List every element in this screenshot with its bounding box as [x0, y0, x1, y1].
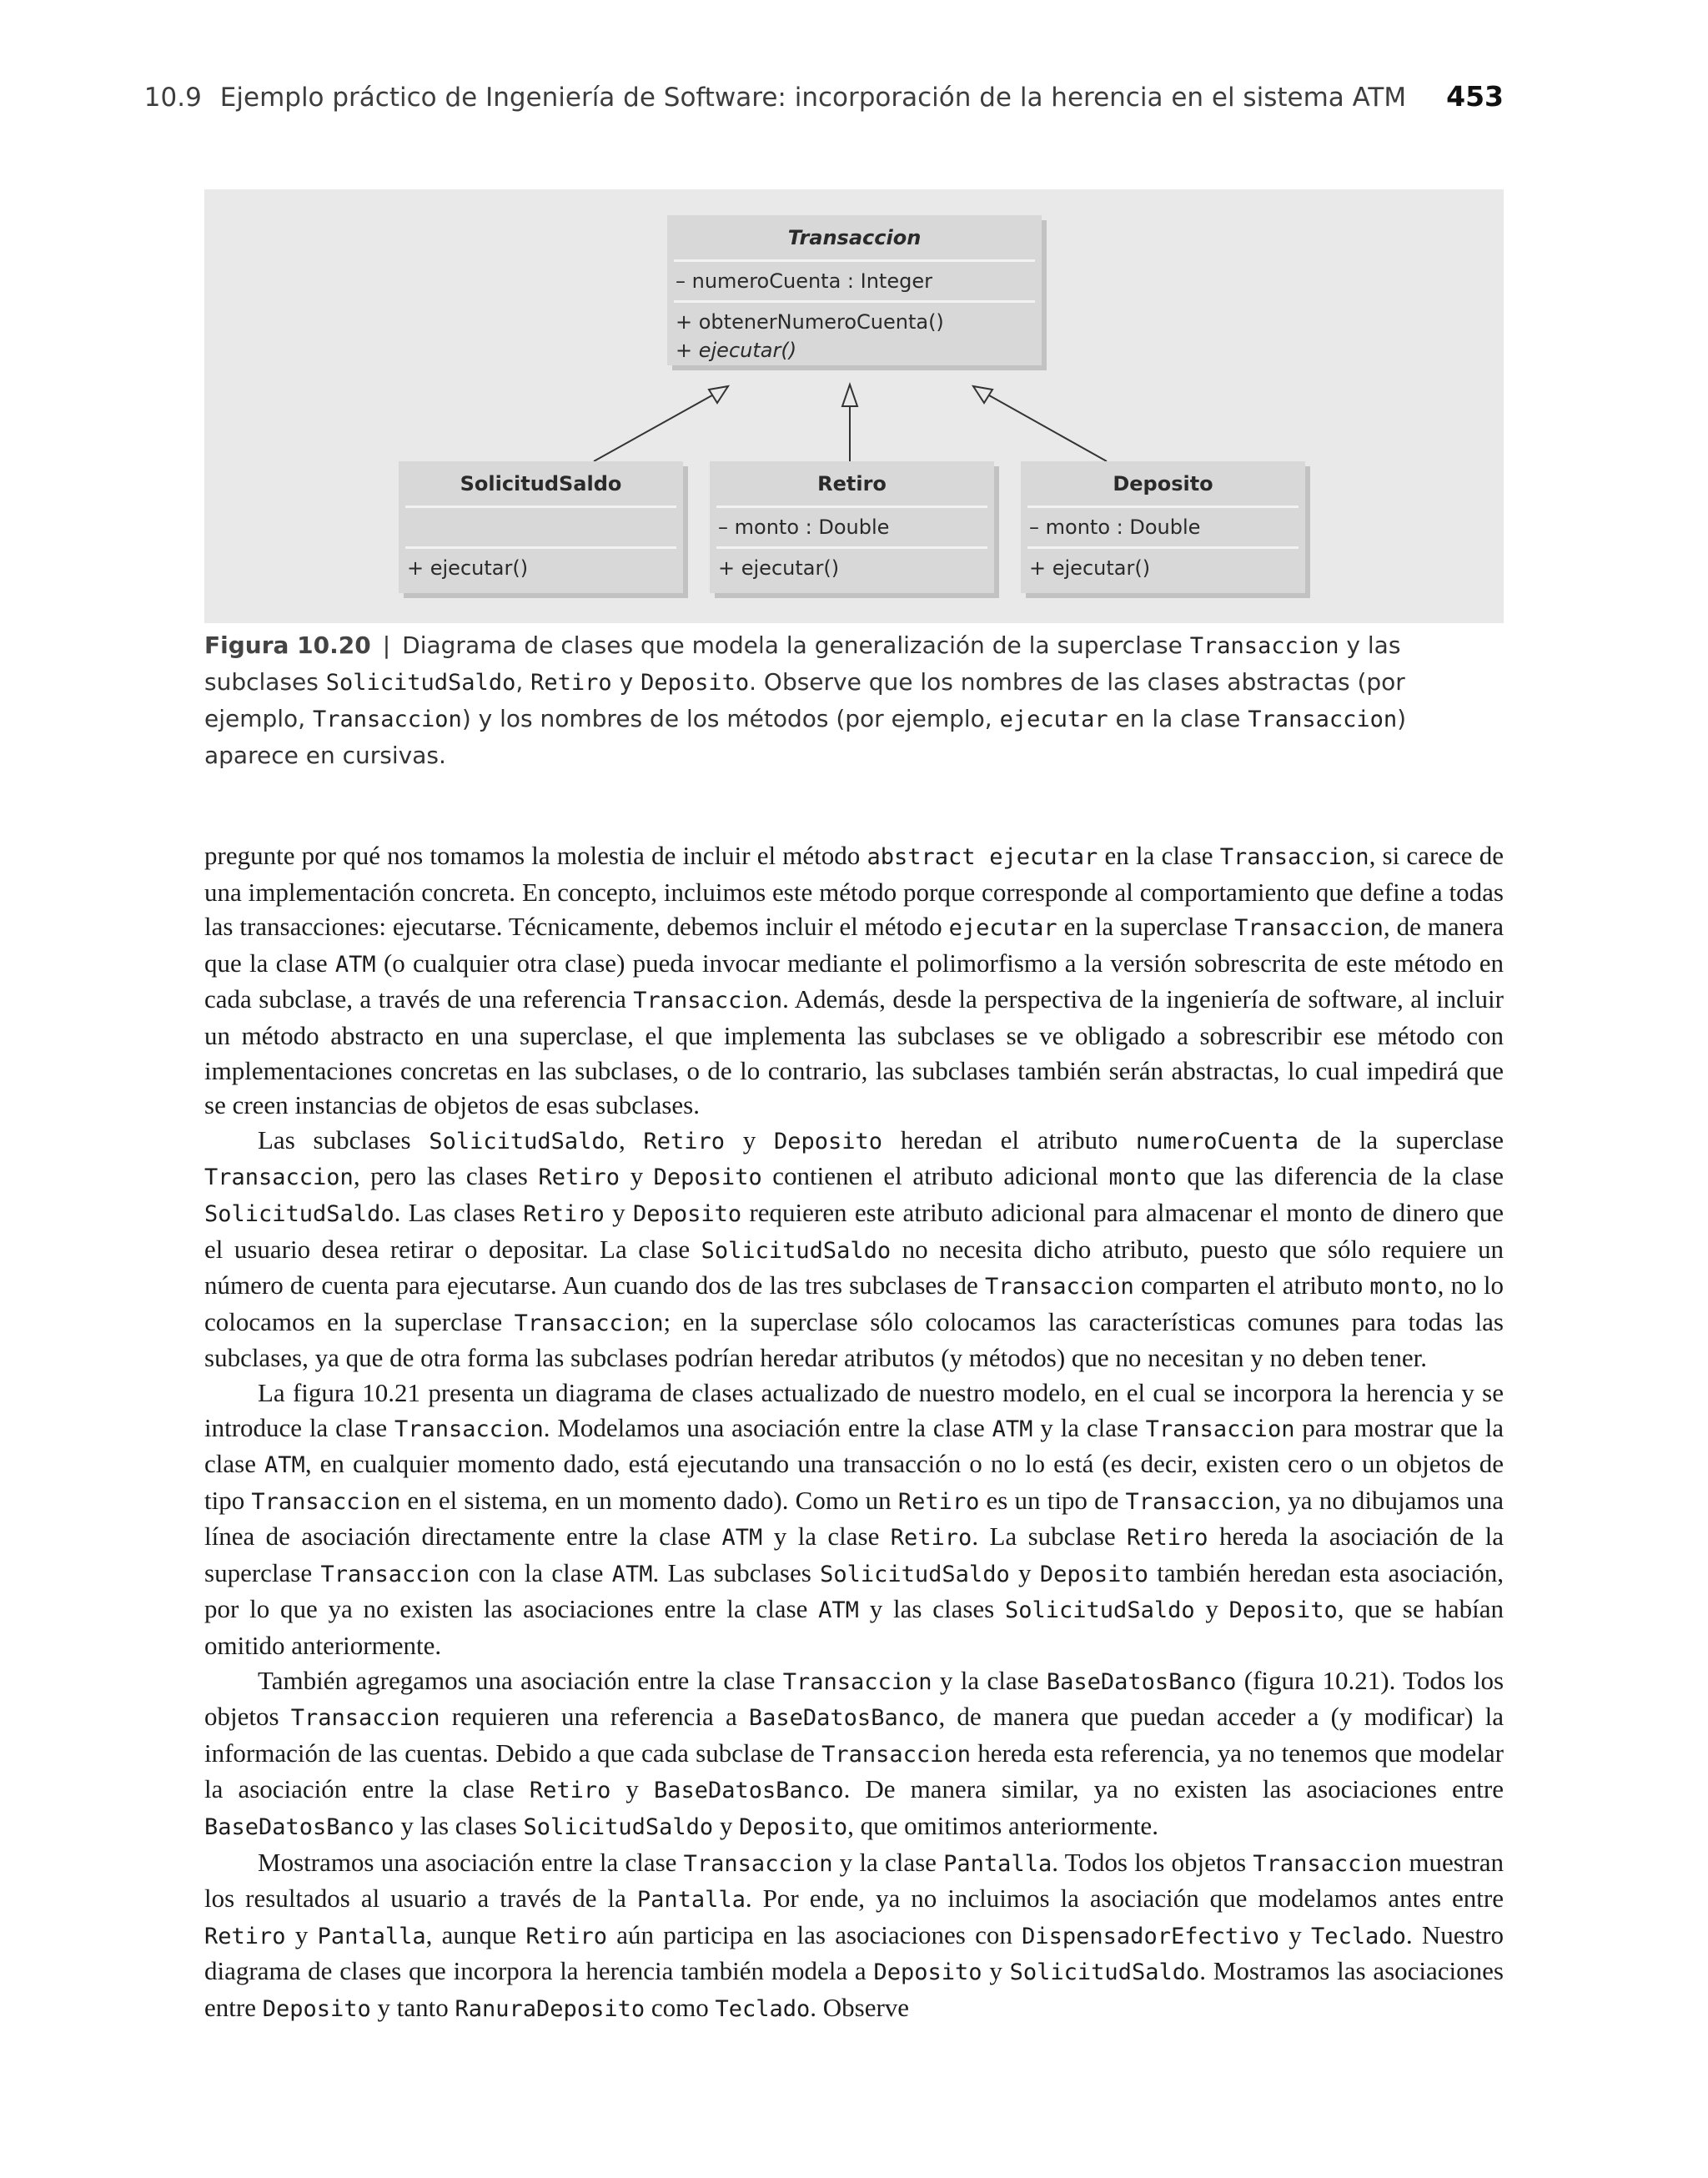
- running-header: [0, 80, 1504, 122]
- text-run: y la clase: [932, 1665, 1047, 1695]
- inline-code: SolicitudSaldo: [1009, 1959, 1200, 1986]
- inline-code: Retiro: [529, 1778, 611, 1804]
- inline-code: DispensadorEfectivo: [1022, 1923, 1279, 1949]
- text-run: ,: [618, 1124, 644, 1154]
- caption-code: Transaccion: [313, 707, 462, 732]
- generalization-arrowhead-center: [842, 385, 857, 406]
- inline-code: ATM: [611, 1561, 653, 1587]
- method-obtener-numero-cuenta: + obtenerNumeroCuenta(): [676, 310, 944, 334]
- attributes-transaccion: [674, 262, 1035, 303]
- attributes-solicitud-saldo: [405, 508, 676, 549]
- text-run: requieren una referencia a: [440, 1702, 749, 1732]
- text-run: contienen el atributo adicional: [761, 1161, 1109, 1191]
- inline-code: Deposito: [739, 1814, 848, 1841]
- text-run: ; en la superclase sólo colocamos las características comunes para todas las subclases, ya que de otra forma las subclases podrían heredar atributos (y métodos) que no necesitan y no deben tener.: [204, 1306, 1504, 1373]
- text-run: , aunque: [425, 1919, 526, 1949]
- text-run: hereda la asociación de la superclase: [204, 1522, 1505, 1587]
- inline-code: Retiro: [523, 1200, 605, 1227]
- attributes-retiro: [716, 508, 987, 549]
- text-run: con la clase: [470, 1557, 612, 1587]
- paragraph: [204, 1123, 1504, 1376]
- inline-code: Transaccion: [984, 1274, 1134, 1300]
- text-run: . Las clases: [394, 1197, 524, 1227]
- inline-code: Transaccion: [290, 1705, 440, 1732]
- text-run: no necesita dicho atributo, puesto que sólo requiere un número de cuenta para ejecutarse. Aun cuando dos de las tres subclases de: [204, 1234, 1505, 1300]
- text-run: y: [619, 1161, 654, 1191]
- text-run: . Además, desde la perspectiva de la ingeniería de software, al incluir un método abstracto en una superclase, el que implementa las subclases se ve obligado a sobrescribir ese método con implementaciones concretas en las subclases, o de lo contrario, las subclases también serán abstractas, lo cual impedirá que se creen instancias de objetos de esas subclases.: [204, 984, 1504, 1120]
- inline-code: SolicitudSaldo: [1005, 1597, 1195, 1624]
- inline-code: Retiro: [525, 1923, 607, 1949]
- inline-code: Transaccion: [1219, 844, 1369, 870]
- text-run: También agregamos una asociación entre la clase: [258, 1665, 783, 1695]
- text-run: para mostrar que la clase: [204, 1412, 1504, 1479]
- text-run: . De manera similar, ya no existen las asociaciones entre: [843, 1774, 1505, 1804]
- class-deposito: [1021, 461, 1305, 593]
- section-title: Ejemplo práctico de Ingeniería de Software: incorporación de la herencia en el sistema ATM: [219, 83, 1407, 113]
- text-run: La figura 10.21 presenta un diagrama de clases actualizado de nuestro modelo, en el cual se incorpora la herencia y se introduce la clase: [204, 1377, 1504, 1442]
- inline-code: Transaccion: [683, 1850, 833, 1877]
- text-run: y: [1279, 1919, 1312, 1949]
- text-run: y la clase: [832, 1847, 944, 1877]
- inline-code: SolicitudSaldo: [204, 1200, 394, 1227]
- inline-code: SolicitudSaldo: [523, 1814, 714, 1841]
- generalization-line-deposito: [976, 388, 1107, 461]
- inline-code: ATM: [992, 1416, 1033, 1442]
- text-run: pregunte por qué nos tomamos la molestia de incluir el método: [204, 841, 867, 870]
- methods-solicitud-saldo: [405, 549, 676, 587]
- class-name-retiro: Retiro: [716, 461, 987, 508]
- attributes-deposito: [1027, 508, 1299, 549]
- text-run: . Las subclases: [652, 1557, 821, 1587]
- caption-text: y las subclases: [204, 631, 1401, 696]
- text-run: . Modelamos una asociación entre la clase: [543, 1412, 992, 1442]
- text-run: requieren este atributo adicional para almacenar el monto de dinero que el usuario desea retirar o depositar. La clase: [204, 1197, 1504, 1264]
- inline-code: BaseDatosBanco: [1046, 1668, 1237, 1695]
- inline-code: monto: [1369, 1274, 1438, 1300]
- generalization-arrowhead-left: [709, 386, 728, 403]
- text-run: . Observe: [810, 1993, 910, 2022]
- text-run: , ya no dibujamos una línea de asociación directamente entre la clase: [204, 1485, 1504, 1552]
- inline-code: Pantalla: [317, 1923, 426, 1949]
- text-run: hereda esta referencia, ya no tenemos que modelar la asociación entre la clase: [204, 1738, 1504, 1804]
- inline-code: ATM: [264, 1452, 305, 1479]
- inline-code: ATM: [818, 1597, 859, 1624]
- text-run: y: [610, 1774, 654, 1804]
- text-run: y: [1009, 1557, 1040, 1587]
- text-run: comparten el atributo: [1133, 1270, 1370, 1300]
- inline-code: Deposito: [633, 1200, 742, 1227]
- inline-code: Retiro: [643, 1128, 725, 1154]
- caption-text: Diagrama de clases que modela la generalización de la superclase: [402, 631, 1190, 659]
- paragraph: [204, 1663, 1504, 1845]
- text-run: y: [713, 1811, 740, 1841]
- text-run: Las subclases: [258, 1124, 430, 1154]
- text-run: Mostramos una asociación entre la clase: [258, 1847, 684, 1877]
- inline-code: abstract ejecutar: [867, 844, 1098, 870]
- inline-code: Transaccion: [251, 1488, 401, 1515]
- class-solicitud-saldo: [399, 461, 683, 593]
- text-run: como: [645, 1993, 716, 2022]
- class-transaccion: [667, 215, 1042, 365]
- inline-code: Transaccion: [633, 988, 783, 1014]
- text-run: y la clase: [1032, 1412, 1146, 1442]
- caption-code: Transaccion: [1248, 707, 1398, 732]
- text-run: que las diferencia de la clase: [1176, 1161, 1504, 1191]
- text-run: . La subclase: [972, 1522, 1127, 1552]
- inline-code: Transaccion: [1145, 1416, 1295, 1442]
- attributes-empty: [407, 513, 675, 541]
- text-run: y: [285, 1919, 318, 1949]
- generalization-arrowhead-right: [973, 386, 992, 403]
- inline-code: Retiro: [890, 1525, 972, 1552]
- inline-code: Transaccion: [320, 1561, 470, 1587]
- inline-code: Transaccion: [514, 1310, 664, 1336]
- methods-retiro: [716, 549, 987, 587]
- caption-text: en la clase: [1108, 705, 1248, 732]
- text-run: y: [982, 1956, 1010, 1986]
- inline-code: Deposito: [262, 1996, 371, 2022]
- method-ejecutar: + ejecutar(): [718, 556, 840, 580]
- caption-text: . Observe que los nombres de las clases abstractas (por ejemplo,: [204, 668, 1405, 732]
- figure-caption: [204, 627, 1504, 773]
- class-name-transaccion: Transaccion: [674, 215, 1035, 262]
- inline-code: ATM: [334, 951, 376, 978]
- text-run: y: [725, 1124, 775, 1154]
- inline-code: Transaccion: [394, 1416, 544, 1442]
- inline-code: Transaccion: [1125, 1488, 1275, 1515]
- caption-code: SolicitudSaldo: [325, 670, 516, 696]
- inline-code: Deposito: [873, 1959, 982, 1986]
- attribute-numero-cuenta: – numeroCuenta : Integer: [676, 269, 932, 293]
- figure-label: Figura 10.20: [204, 631, 371, 659]
- text-run: y: [1194, 1594, 1229, 1624]
- inline-code: BaseDatosBanco: [748, 1705, 939, 1732]
- text-run: y: [604, 1197, 634, 1227]
- method-ejecutar: + ejecutar(): [1029, 556, 1151, 580]
- caption-text: ) y los nombres de los métodos (por ejemplo,: [461, 705, 1000, 732]
- text-run: . Mostramos las asociaciones entre: [204, 1956, 1504, 2022]
- inline-code: BaseDatosBanco: [204, 1814, 394, 1841]
- inline-code: Transaccion: [821, 1741, 971, 1768]
- paragraph: [204, 838, 1504, 1123]
- caption-text: ) aparece en cursivas.: [204, 705, 1407, 769]
- inline-code: Retiro: [204, 1923, 286, 1949]
- caption-code: Transaccion: [1189, 633, 1339, 659]
- inline-code: SolicitudSaldo: [701, 1237, 892, 1264]
- text-run: , en cualquier momento dado, está ejecutando una transacción o no lo está (es decir, existen cero o un objetos de tipo: [204, 1449, 1504, 1515]
- text-run: , no lo colocamos en la superclase: [204, 1270, 1504, 1336]
- attribute-monto: – monto : Double: [718, 516, 890, 539]
- text-run: . Todos los objetos: [1052, 1847, 1253, 1877]
- text-run: muestran los resultados al usuario a través de la: [204, 1847, 1504, 1914]
- inline-code: Teclado: [715, 1996, 811, 2022]
- inline-code: Transaccion: [782, 1668, 932, 1695]
- text-run: de la superclase: [1299, 1124, 1505, 1154]
- inline-code: Transaccion: [1234, 915, 1384, 942]
- text-run: (figura 10.21). Todos los objetos: [204, 1665, 1505, 1732]
- caption-code: Retiro: [530, 670, 612, 696]
- text-run: , de manera que la clase: [204, 912, 1505, 978]
- inline-code: Transaccion: [1253, 1850, 1403, 1877]
- text-run: y la clase: [762, 1522, 891, 1552]
- text-run: , que se habían omitido anteriormente.: [204, 1594, 1504, 1661]
- text-run: heredan el atributo: [882, 1124, 1136, 1154]
- inline-code: ATM: [721, 1525, 763, 1552]
- text-run: y tanto: [370, 1993, 455, 2022]
- text-run: , de manera que puedan acceder a (y modificar) la información de las cuentas. Debido a que cada subclase de: [204, 1702, 1504, 1768]
- body-text: [204, 838, 1504, 2027]
- text-run: en la superclase: [1057, 912, 1235, 942]
- inline-code: Transaccion: [204, 1164, 354, 1191]
- text-run: y las clases: [858, 1594, 1006, 1624]
- text-run: (o cualquier otra clase) pueda invocar mediante el polimorfismo a la versión sobrescrita de este método en cada subclase, a través de una referencia: [204, 948, 1504, 1014]
- caption-text: ,: [515, 668, 531, 696]
- text-run: . Nuestro diagrama de clases que incorpora la herencia también modela a: [204, 1919, 1504, 1986]
- text-run: , si carece de una implementación concreta. En concepto, incluimos este método porque corresponde al comportamiento que define a todas las transacciones: ejecutarse. Técnicamente, debemos incluir el método: [204, 841, 1504, 942]
- inline-code: Retiro: [1127, 1525, 1208, 1552]
- paragraph: [204, 1845, 1504, 2027]
- method-ejecutar-abstract: + ejecutar(): [676, 339, 797, 362]
- paragraph: [204, 1376, 1504, 1663]
- inline-code: ejecutar: [948, 915, 1057, 942]
- text-run: en la clase: [1098, 841, 1220, 870]
- inline-code: Deposito: [1228, 1597, 1338, 1624]
- inline-code: monto: [1108, 1164, 1177, 1191]
- text-run: . Por ende, ya no incluimos la asociación que modelamos antes entre: [745, 1884, 1504, 1914]
- text-run: es un tipo de: [979, 1485, 1126, 1515]
- text-run: en el sistema, en un momento dado). Como un: [400, 1485, 898, 1515]
- inline-code: RanuraDeposito: [455, 1996, 646, 2022]
- inline-code: Deposito: [774, 1128, 883, 1154]
- inline-code: Deposito: [1039, 1561, 1148, 1587]
- caption-separator: |: [382, 631, 391, 659]
- text-run: , pero las clases: [353, 1161, 539, 1191]
- inline-code: numeroCuenta: [1135, 1128, 1299, 1154]
- attribute-monto: – monto : Double: [1029, 516, 1201, 539]
- inline-code: Teclado: [1311, 1923, 1406, 1949]
- methods-transaccion: [674, 303, 1035, 370]
- class-name-deposito: Deposito: [1027, 461, 1299, 508]
- section-number: 10.9: [143, 83, 202, 113]
- generalization-line-solicitud-saldo: [594, 388, 726, 461]
- inline-code: Retiro: [538, 1164, 620, 1191]
- class-name-solicitud-saldo: SolicitudSaldo: [405, 461, 676, 508]
- caption-text: y: [611, 668, 641, 696]
- page-number: 453: [1446, 80, 1504, 113]
- inline-code: Pantalla: [943, 1850, 1052, 1877]
- inline-code: Pantalla: [636, 1887, 746, 1914]
- inline-code: Deposito: [653, 1164, 762, 1191]
- text-run: aún participa en las asociaciones con: [606, 1919, 1022, 1949]
- inline-code: BaseDatosBanco: [654, 1778, 844, 1804]
- text-run: , que omitimos anteriormente.: [847, 1811, 1158, 1841]
- caption-code: ejecutar: [999, 707, 1108, 732]
- class-retiro: [710, 461, 994, 593]
- caption-code: Deposito: [640, 670, 750, 696]
- method-ejecutar: + ejecutar(): [407, 556, 529, 580]
- text-run: también heredan esta asociación, por lo que ya no existen las asociaciones entre la clase: [204, 1557, 1505, 1624]
- text-run: y las clases: [394, 1811, 524, 1841]
- methods-deposito: [1027, 549, 1299, 587]
- inline-code: SolicitudSaldo: [429, 1128, 619, 1154]
- inline-code: Retiro: [897, 1488, 980, 1515]
- uml-class-diagram: [204, 189, 1504, 623]
- inline-code: SolicitudSaldo: [820, 1561, 1010, 1587]
